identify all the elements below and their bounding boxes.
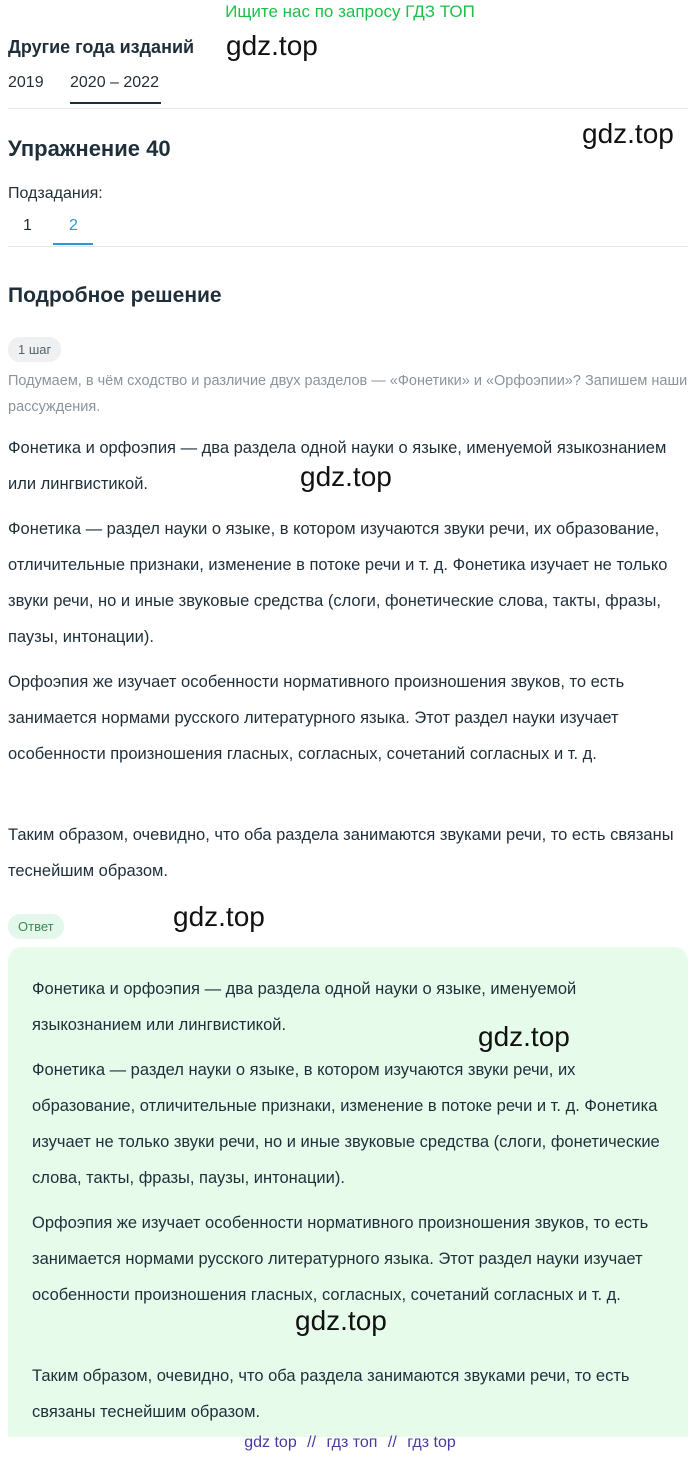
active-year-indicator	[70, 102, 161, 104]
divider	[8, 246, 688, 247]
tab-year-2019[interactable]: 2019	[8, 74, 44, 91]
subtask-tab-2[interactable]: 2	[69, 217, 78, 234]
watermark: gdz.top	[226, 30, 318, 61]
watermark: gdz.top	[295, 1305, 387, 1336]
other-years-title: Другие года изданий	[8, 37, 195, 57]
footer-link[interactable]: гдз топ	[326, 1434, 378, 1451]
subtask-tab-1[interactable]: 1	[23, 217, 32, 234]
footer-links	[0, 1434, 700, 1452]
subtasks-label: Подзадания:	[8, 185, 103, 202]
exercise-title: Упражнение 40	[8, 136, 171, 161]
watermark: gdz.top	[478, 1021, 570, 1052]
answer-badge: Ответ	[8, 914, 64, 939]
active-subtask-indicator	[53, 243, 93, 245]
tab-year-2020-2022[interactable]: 2020 – 2022	[70, 74, 159, 91]
solution-paragraph: Фонетика — раздел науки о языке, в котором изучаются звуки речи, их образование, отличительные признаки, изменение в потоке речи и т. д. Фонетика изучает не только звуки речи, но и иные звуковые средства (слоги, фонетические слова, такты, фразы, паузы, интонации).	[8, 520, 668, 646]
step-badge: 1 шаг	[8, 337, 61, 362]
footer-separator: //	[387, 1434, 397, 1451]
solution-hint: Подумаем, в чём сходство и различие двух разделов — «Фонетики» и «Орфоэпии»? Запишем наши рассуждения.	[8, 373, 688, 415]
solution-paragraph: Фонетика и орфоэпия — два раздела одной науки о языке, именуемой языкознанием или лингвистикой.	[8, 439, 667, 493]
answer-paragraph: Орфоэпия же изучает особенности нормативного произношения звуков, то есть занимается нормами русского литературного языка. Этот раздел науки изучает особенности произношения гласных, согласных, сочетаний согласных и т. д.	[32, 1214, 649, 1304]
top-banner[interactable]: Ищите нас по запросу ГДЗ ТОП	[225, 2, 475, 21]
solution-paragraph: Таким образом, очевидно, что оба раздела занимаются звуками речи, то есть связаны теснейшим образом.	[8, 826, 674, 880]
footer-link[interactable]: gdz top	[244, 1434, 297, 1451]
answer-paragraph: Таким образом, очевидно, что оба раздела занимаются звуками речи, то есть связаны теснейшим образом.	[32, 1367, 630, 1421]
watermark: gdz.top	[582, 118, 674, 149]
answer-paragraph: Фонетика — раздел науки о языке, в котором изучаются звуки речи, их образование, отличительные признаки, изменение в потоке речи и т. д. Фонетика изучает не только звуки речи, но и иные звуковые средства (слоги, фонетические слова, такты, фразы, паузы, интонации).	[32, 1061, 660, 1187]
solution-title: Подробное решение	[8, 284, 222, 307]
footer-link[interactable]: гдз top	[407, 1434, 456, 1451]
divider	[8, 108, 688, 109]
answer-paragraph: Фонетика и орфоэпия — два раздела одной науки о языке, именуемой языкознанием или лингвистикой.	[32, 980, 577, 1034]
footer-separator: //	[307, 1434, 317, 1451]
watermark: gdz.top	[300, 461, 392, 492]
watermark: gdz.top	[173, 901, 265, 932]
solution-paragraph: Орфоэпия же изучает особенности нормативного произношения звуков, то есть занимается нормами русского литературного языка. Этот раздел науки изучает особенности произношения гласных, согласных, сочетаний согласных и т. д.	[8, 673, 625, 763]
